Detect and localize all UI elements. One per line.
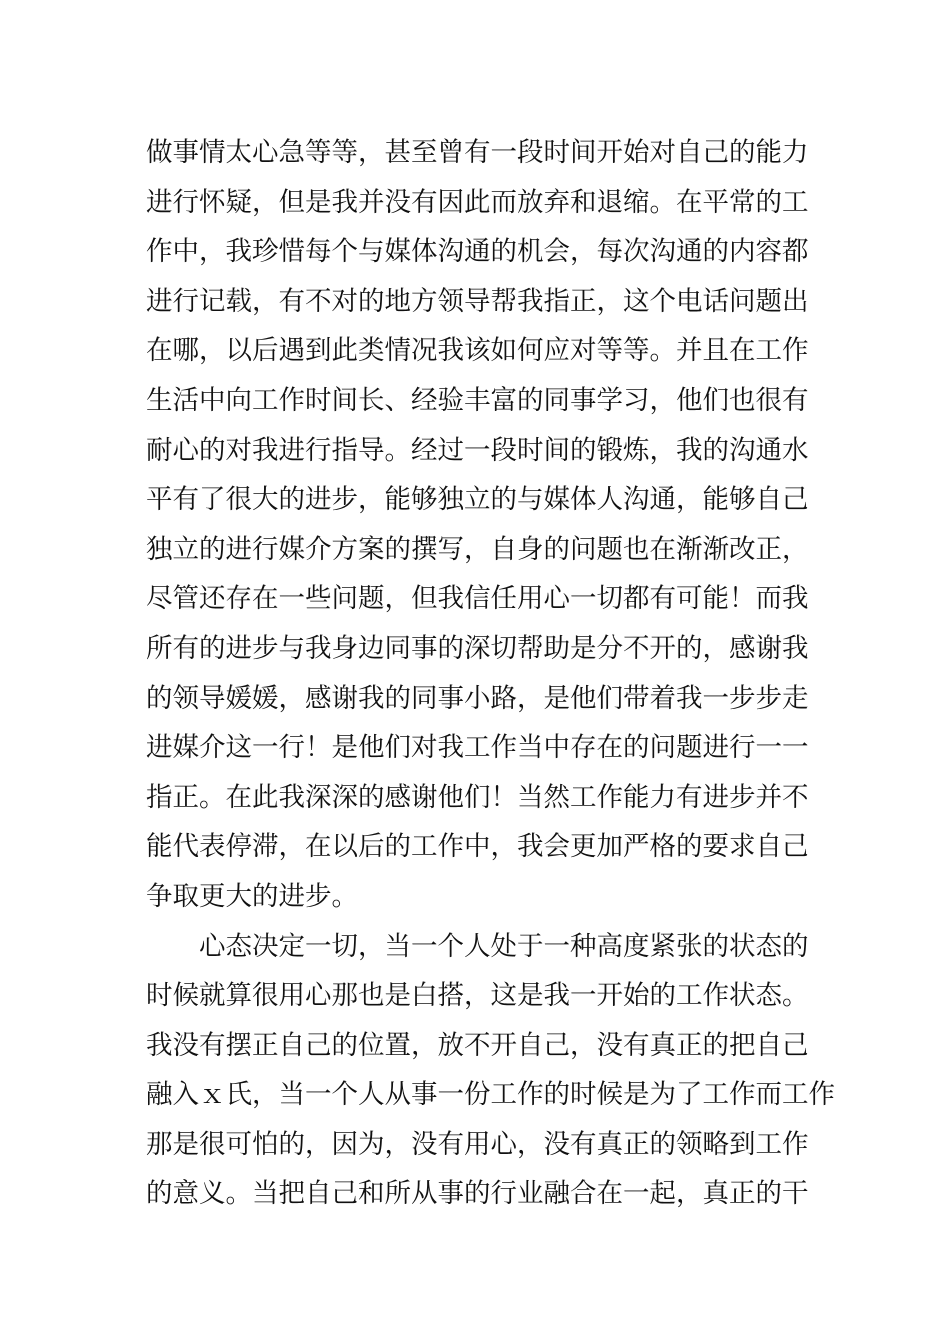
text-line: 生活中向工作时间长、经验丰富的同事学习，他们也很有 <box>146 384 809 416</box>
text-line: 所有的进步与我身边同事的深切帮助是分不开的，感谢我 <box>146 632 809 664</box>
text-line: 时候就算很用心那也是白搭，这是我一开始的工作状态。 <box>146 980 809 1012</box>
text-line: 进行怀疑，但是我并没有因此而放弃和退缩。在平常的工 <box>146 186 809 218</box>
text-line: 耐心的对我进行指导。经过一段时间的锻炼，我的沟通水 <box>146 434 809 466</box>
text-line: 指正。在此我深深的感谢他们！当然工作能力有进步并不 <box>146 781 809 813</box>
text-line: 争取更大的进步。 <box>146 880 358 912</box>
text-line: 平有了很大的进步，能够独立的与媒体人沟通，能够自己 <box>146 484 809 516</box>
text-line: 在哪，以后遇到此类情况我该如何应对等等。并且在工作 <box>146 335 809 367</box>
text-line: 进行记载，有不对的地方领导帮我指正，这个电话问题出 <box>146 285 809 317</box>
text-line: 进媒介这一行！是他们对我工作当中存在的问题进行一一 <box>146 732 809 764</box>
text-line: 那是很可怕的，因为，没有用心，没有真正的领略到工作 <box>146 1128 809 1160</box>
text-line: 融入ｘ氏，当一个人从事一份工作的时候是为了工作而工作 <box>146 1079 835 1111</box>
text-line: 的意义。当把自己和所从事的行业融合在一起，真正的干 <box>146 1178 809 1210</box>
text-line: 尽管还存在一些问题，但我信任用心一切都有可能！而我 <box>146 583 809 615</box>
paragraph-first-line: 心态决定一切，当一个人处于一种高度紧张的状态的 <box>199 930 809 962</box>
text-line: 我没有摆正自己的位置，放不开自己，没有真正的把自己 <box>146 1029 809 1061</box>
text-line: 做事情太心急等等，甚至曾有一段时间开始对自己的能力 <box>146 137 809 168</box>
text-line: 能代表停滞，在以后的工作中，我会更加严格的要求自己 <box>146 831 809 863</box>
text-line: 作中，我珍惜每个与媒体沟通的机会，每次沟通的内容都 <box>146 236 809 268</box>
text-line: 的领导媛媛，感谢我的同事小路，是他们带着我一步步走 <box>146 682 809 714</box>
text-line: 独立的进行媒介方案的撰写，自身的问题也在渐渐改正， <box>146 533 809 565</box>
document-body <box>146 128 835 1219</box>
